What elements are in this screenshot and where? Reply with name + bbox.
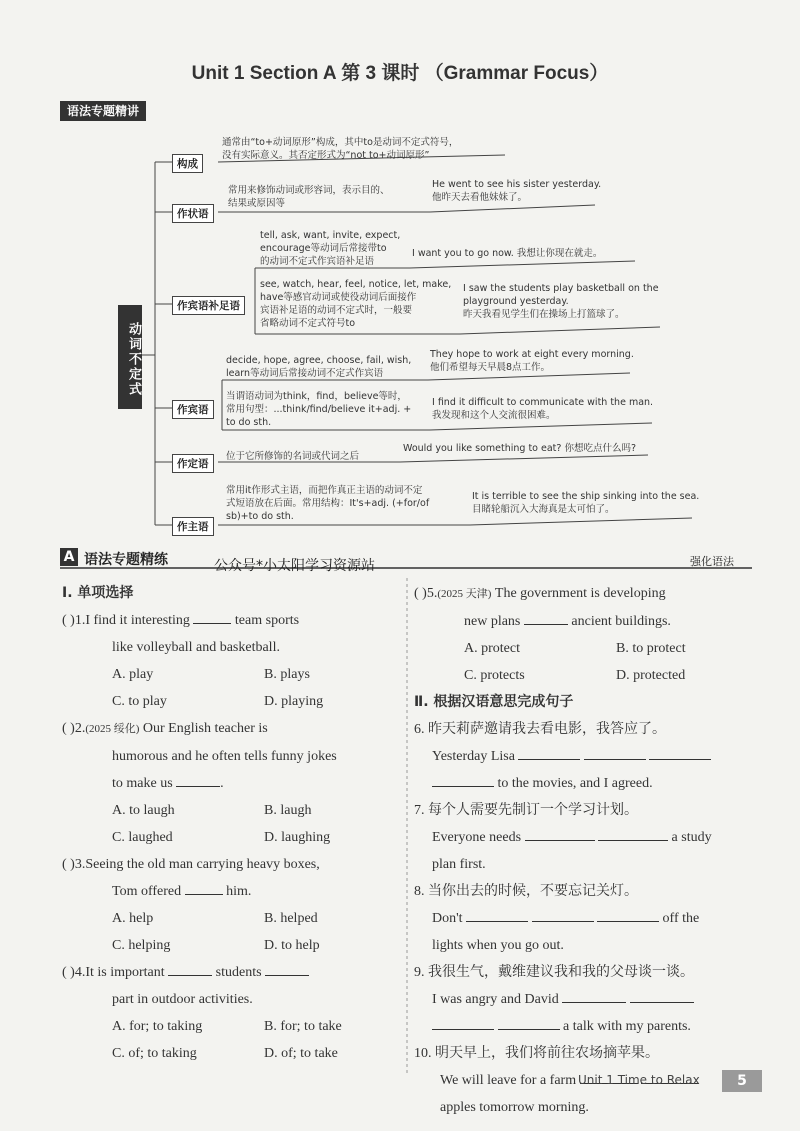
binbu-b-example [463,282,659,321]
q3 [62,851,402,878]
page-number: 5 [722,1070,762,1092]
practice-subtitle: 公众号*小太阳学习资源站 [214,558,375,574]
zhuangyu-example-cn: 他昨天去看他妹妹了。 [432,192,528,203]
binyu-b-example-en: I find it difficult to communicate with the man. [432,397,654,408]
q4-option-c[interactable]: C. of; to taking [112,1046,197,1061]
q5-line2a: new plans [464,614,521,629]
binyu-b-line1: 当谓语动词为think，find，believe等时， [226,391,407,402]
q3-number: ( )3. [62,857,86,872]
q2-source: (2025 绥化) [85,723,140,735]
q5-source: (2025 天津) [437,588,492,600]
q1-line1a: I find it interesting [85,613,190,628]
q8-chinese: 8. 当你出去的时候，不要忘记关灯。 [414,884,638,899]
node-dingyu: 作定语 [172,454,214,473]
q5-line2-row [414,608,754,635]
q5-option-c[interactable]: C. protects [464,668,525,683]
q6-blank-4[interactable] [432,772,494,787]
q7-blank-2[interactable] [598,826,668,841]
q5 [414,580,754,608]
goucheng-desc-line2: 没有实际意义。其否定形式为“not to+动词原形” [222,150,430,161]
q2-options-row2 [62,824,402,851]
q2-option-b[interactable]: B. laugh [264,803,312,818]
q4-options-row2 [62,1040,402,1067]
mindmap-root: 动词不定式 [118,305,142,409]
zhuyu-desc [226,484,429,523]
section-tag: 语法专题精讲 [60,101,146,121]
binbu-b-desc [260,278,451,330]
q2 [62,715,402,743]
q5-line1: The government is developing [494,586,666,601]
binbu-b-line3: 宾语补足语的动词不定式时，一般要 [260,305,413,316]
q1-line1b: team sports [234,613,300,628]
q9-chinese: 9. 我很生气，戴维建议我和我的父母谈一谈。 [414,965,694,980]
binbu-b-example-line2: playground yesterday. [463,296,569,307]
q9-blank-2[interactable] [630,988,694,1003]
zhuyu-example [472,490,699,516]
zhuyu-example-cn: 目睹轮船沉入大海真是太可怕了。 [472,504,615,515]
q5-blank[interactable] [524,610,568,625]
q3-option-d[interactable]: D. to help [264,938,320,953]
q8-text2: lights when you go out. [432,938,564,953]
zhuyu-desc-line1: 常用it作形式主语，而把作真正主语的动词不定 [226,485,423,496]
q6-chinese: 6. 昨天莉萨邀请我去看电影，我答应了。 [414,722,666,737]
q2-options-row1 [62,797,402,824]
q2-line3-row: to make us . [62,770,402,797]
q2-line2: humorous and he often tells funny jokes [112,749,337,764]
binbu-a-example: I want you to go now. 我想让你现在就走。 [412,248,603,259]
q1-option-a[interactable]: A. play [112,667,154,682]
q5-number: ( )5. [414,586,438,601]
q8-text1: Don't [432,911,463,926]
q1-blank[interactable] [193,609,231,624]
q3-line2-row [62,878,402,905]
practice-title: 语法专题精练 [84,552,168,568]
q8-blank-2[interactable] [532,907,594,922]
q9-text2: a talk with my parents. [563,1019,691,1034]
q3-blank[interactable] [185,880,223,895]
binyu-a-example-cn: 他们希望每天早晨8点工作。 [430,362,551,373]
q2-line3: to make us [112,776,173,791]
q9-blank-1[interactable] [562,988,626,1003]
q4-options-row1 [62,1013,402,1040]
q3-line2a: Tom offered [112,884,182,899]
q5-line2b: ancient buildings. [571,614,671,629]
q8-blank-3[interactable] [597,907,659,922]
goucheng-desc [222,136,458,162]
q8-line1 [414,905,754,932]
q7-text1: Everyone needs [432,830,522,845]
q5-options-row1 [414,635,754,662]
node-zhuyu: 作主语 [172,517,214,536]
q7-chinese: 7. 每个人需要先制订一个学习计划。 [414,803,638,818]
q10-text2: apples tomorrow morning. [440,1100,589,1115]
q3-line1: Seeing the old man carrying heavy boxes, [85,857,320,872]
binyu-b-line3: to do sth. [226,417,272,428]
binbu-b-example-line3: 昨天我看见学生们在操场上打篮球了。 [463,309,625,320]
q4-blank-2[interactable] [265,961,309,976]
binbu-a-line1: tell, ask, want, invite, expect, [260,230,401,241]
q2-blank[interactable] [176,772,220,787]
q9-text1: I was angry and David [432,992,559,1007]
q9-line1 [414,986,754,1013]
q6-line2 [414,770,754,797]
zhuangyu-desc [228,184,390,210]
binyu-b-desc [226,390,411,429]
q5-option-b[interactable]: B. to protect [616,641,686,656]
part1 [62,580,402,1067]
q3-options-row2 [62,932,402,959]
q4-option-a[interactable]: A. for; to taking [112,1019,203,1034]
binyu-a-line1: decide, hope, agree, choose, fail, wish, [226,355,412,366]
part1-heading: Ⅰ. 单项选择 [62,585,134,601]
q1-options-row1 [62,661,402,688]
dingyu-desc: 位于它所修饰的名词或代词之后 [226,451,360,462]
binbu-a-desc [260,229,400,268]
q3-option-b[interactable]: B. helped [264,911,318,926]
binbu-b-example-line1: I saw the students play basketball on the [463,283,659,294]
q1 [62,607,402,634]
q6-blank-3[interactable] [649,745,711,760]
q10-text1: We will leave for a farm [440,1073,577,1088]
q4-line1a: It is important [85,965,165,980]
q2-option-a[interactable]: A. to laugh [112,803,175,818]
zhuyu-desc-line3: sb)+to do sth. [226,511,294,522]
dingyu-example: Would you like something to eat? 你想吃点什么吗? [403,443,637,454]
binyu-a-example-en: They hope to work at eight every morning. [430,349,634,360]
footer-unit: Unit 1 Time to Relax [578,1073,700,1087]
q7-line1 [414,824,754,851]
q7-text2: plan first. [432,857,486,872]
right-column [414,580,754,1121]
binbu-a-line3: 的动词不定式作宾语补足语 [260,256,375,267]
node-binyu: 作宾语 [172,400,214,419]
binbu-b-line1: see, watch, hear, feel, notice, let, make, [260,279,452,290]
q3-option-c[interactable]: C. helping [112,938,171,953]
q10-chinese: 10. 明天早上，我们将前往农场摘苹果。 [414,1046,659,1061]
q2-number: ( )2. [62,721,86,736]
zhuyu-desc-line2: 式短语放在后面。常用结构：It's+adj. (+for/of [226,498,430,509]
q4-number: ( )4. [62,965,86,980]
binbu-b-line4: 省略动词不定式符号to [260,318,356,329]
binbu-a-line2: encourage等动词后常接带to [260,243,387,254]
q6-line1 [414,743,754,770]
q4-line1b: students [215,965,262,980]
q2-line1: Our English teacher is [142,721,268,736]
column-divider [405,578,409,1073]
node-binbu: 作宾语补足语 [172,296,245,315]
binyu-b-example [432,396,653,422]
part2-heading: Ⅱ. 根据汉语意思完成句子 [414,694,574,710]
q2-option-c[interactable]: C. laughed [112,830,173,845]
q4-line2: part in outdoor activities. [112,992,253,1007]
page-title: Unit 1 Section A 第 3 课时 （Grammar Focus） [191,63,609,84]
q9-line2 [414,1013,754,1040]
binyu-a-line2: learn等动词后常接动词不定式作宾语 [226,368,384,379]
q5-options-row2 [414,662,754,689]
binyu-b-line2: 常用句型：...think/find/believe it+adj. + [226,404,412,415]
q8-text1b: off the [662,911,700,926]
q7-blank-1[interactable] [525,826,595,841]
q9-blank-4[interactable] [498,1015,560,1030]
q8-blank-1[interactable] [466,907,528,922]
q5-option-a[interactable]: A. protect [464,641,520,656]
node-zhuangyu: 作状语 [172,204,214,223]
practice-right-label: 强化语法 [690,555,734,568]
q3-line2b: him. [226,884,252,899]
q4-blank-1[interactable] [168,961,212,976]
zhuangyu-example-en: He went to see his sister yesterday. [432,179,602,190]
q6-blank-1[interactable] [518,745,580,760]
binyu-a-desc [226,354,411,380]
q1-option-b[interactable]: B. plays [264,667,310,682]
zhuangyu-desc-line1: 常用来修饰动词或形容词，表示目的、 [228,185,390,196]
q4-option-d[interactable]: D. of; to take [264,1046,338,1061]
q6-text2: to the movies, and I agreed. [497,776,653,791]
q6-text1: Yesterday Lisa [432,749,515,764]
binyu-a-example [430,348,634,374]
zhuyu-example-en: It is terrible to see the ship sinking into the sea. [472,491,700,502]
q2-option-d[interactable]: D. laughing [264,830,331,845]
q1-line2: like volleyball and basketball. [112,640,280,655]
q1-number: ( )1. [62,613,86,628]
q3-options-row1 [62,905,402,932]
binyu-b-example-cn: 我发现和这个人交流很困难。 [432,410,556,421]
mindmap-lines [0,0,800,545]
practice-badge: A [60,548,78,566]
zhuangyu-example [432,178,601,204]
zhuangyu-desc-line2: 结果或原因等 [228,198,286,209]
q7-text1b: a study [671,830,712,845]
q1-option-c[interactable]: C. to play [112,694,167,709]
q1-option-d[interactable]: D. playing [264,694,324,709]
q3-option-a[interactable]: A. help [112,911,154,926]
node-goucheng: 构成 [172,154,203,173]
binbu-b-line2: have等感官动词或使役动词后面接作 [260,292,417,303]
goucheng-desc-line1: 通常由“to+动词原形”构成，其中to是动词不定式符号， [222,137,459,148]
q4 [62,959,402,986]
q9-blank-3[interactable] [432,1015,494,1030]
q6-blank-2[interactable] [584,745,646,760]
q1-options-row2 [62,688,402,715]
q4-option-b[interactable]: B. for; to take [264,1019,342,1034]
q5-option-d[interactable]: D. protected [616,668,686,683]
